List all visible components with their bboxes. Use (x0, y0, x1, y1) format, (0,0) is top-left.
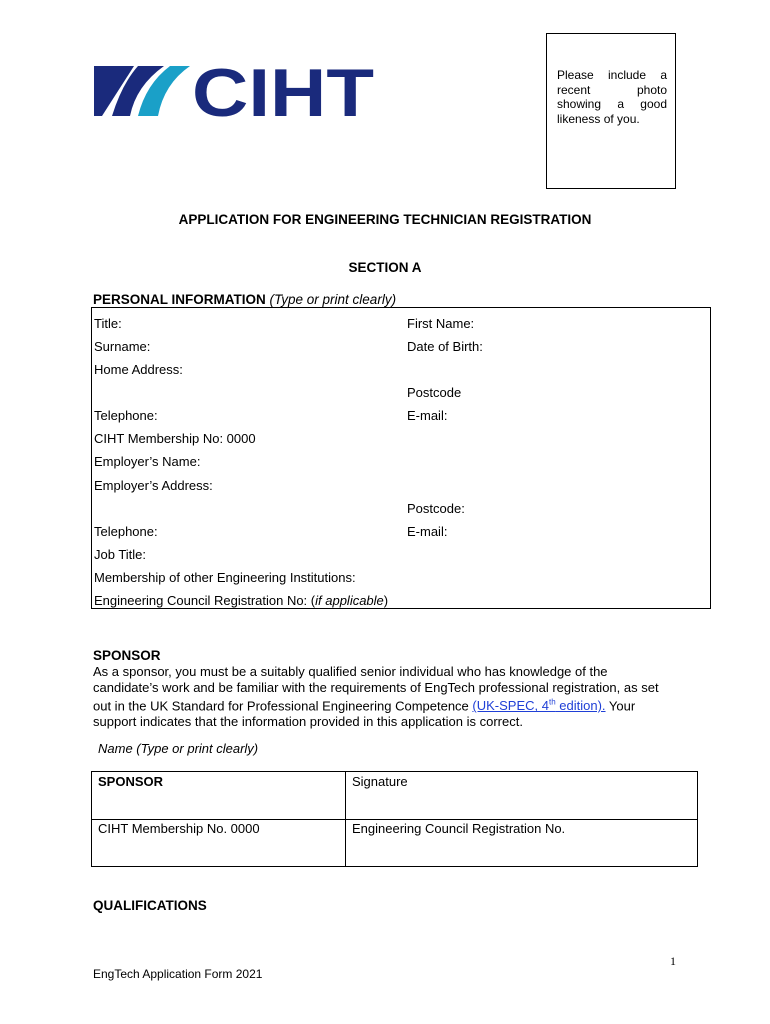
sponsor-text-end: Your support indicates that the information provided in this application is correct. (93, 698, 636, 729)
ec-reg-prefix: Engineering Council Registration No: ( (94, 593, 316, 608)
field-postcode: Postcode (407, 385, 462, 400)
personal-info-note: (Type or print clearly) (269, 292, 397, 307)
uk-spec-link-text: (UK-SPEC, 4 (472, 698, 549, 714)
signature-cell[interactable]: Signature (352, 774, 408, 789)
photo-placeholder[interactable] (546, 33, 676, 189)
page-number: 1 (670, 954, 676, 968)
sponsor-ec-cell[interactable]: Engineering Council Registration No. (352, 821, 566, 836)
sponsor-paragraph (93, 664, 673, 729)
field-telephone: Telephone: (94, 408, 158, 423)
field-job-title: Job Title: (94, 547, 147, 562)
sponsor-name-cell[interactable]: SPONSOR (98, 774, 164, 789)
field-surname: Surname: (94, 339, 151, 354)
name-note: Name (Type or print clearly) (98, 741, 259, 756)
ec-reg-italic: if applicable (315, 593, 384, 608)
ciht-logo-graphic (92, 62, 377, 120)
sponsor-table (91, 771, 698, 867)
uk-spec-link[interactable] (472, 698, 605, 713)
field-membership-no: CIHT Membership No: 0000 (94, 431, 256, 446)
field-dob: Date of Birth: (407, 339, 483, 354)
ec-reg-suffix: ) (383, 593, 389, 608)
field-employer-address: Employer’s Address: (94, 478, 213, 493)
sponsor-membership-cell[interactable]: CIHT Membership No. 0000 (98, 821, 260, 836)
section-heading: SECTION A (348, 260, 422, 275)
uk-spec-link-text2: edition). (555, 698, 606, 714)
field-employer-telephone: Telephone: (94, 524, 158, 539)
photo-instruction: Please include a recent photo showing a good likeness of you. (557, 68, 667, 126)
field-first-name: First Name: (407, 316, 475, 331)
field-employer-postcode: Postcode: (407, 501, 465, 516)
field-ec-registration (94, 593, 388, 608)
table-divider-horizontal (92, 819, 697, 820)
form-title: APPLICATION FOR ENGINEERING TECHNICIAN REGISTRATION (178, 212, 592, 227)
qualifications-heading: QUALIFICATIONS (93, 898, 207, 913)
personal-info-box[interactable] (91, 307, 711, 609)
footer-text: EngTech Application Form 2021 (93, 967, 263, 981)
personal-info-title: PERSONAL INFORMATION (93, 292, 266, 307)
uk-spec-link-sup: th (548, 698, 556, 707)
field-employer-email: E-mail: (407, 524, 448, 539)
sponsor-text-start: As a sponsor, you must be a suitably qualified senior individual who has knowledge of the candidate’s work and be familiar with the requirements of EngTech professional registration, as set out in the UK Standard for Professional Engineering Competence (93, 664, 659, 714)
logo-text: CIHT (192, 62, 374, 120)
personal-info-heading (93, 292, 396, 307)
field-employer-name: Employer’s Name: (94, 454, 201, 469)
field-title: Title: (94, 316, 122, 331)
ciht-logo (92, 62, 377, 120)
field-other-membership: Membership of other Engineering Institutions: (94, 570, 356, 585)
field-email: E-mail: (407, 408, 448, 423)
field-home-address: Home Address: (94, 362, 183, 377)
sponsor-heading: SPONSOR (93, 648, 161, 663)
